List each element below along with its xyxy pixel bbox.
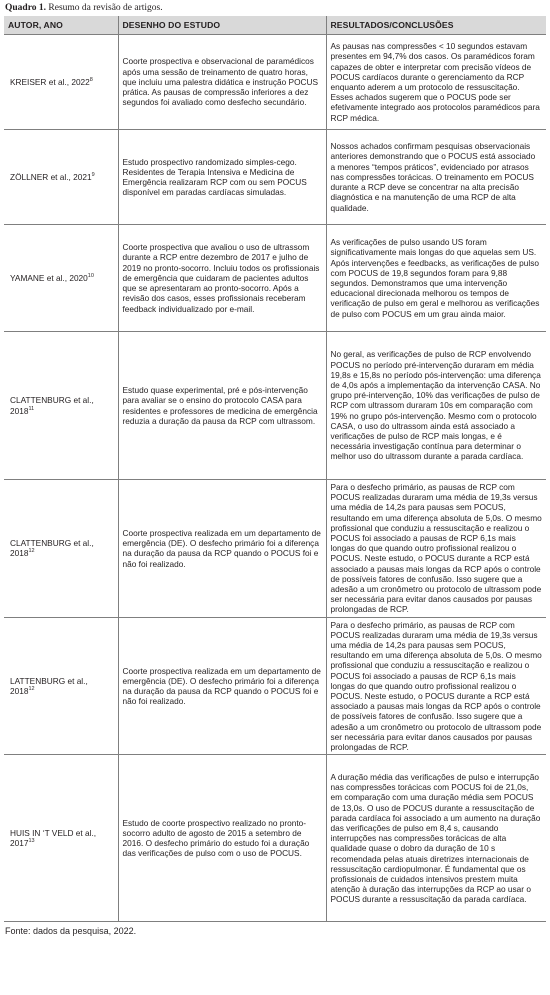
header-results: RESULTADOS/CONCLUSÕES bbox=[326, 16, 546, 35]
design-cell: Coorte prospectiva realizada em um departamento de emergência (DE). O desfecho primário foi a diferença na duração da pausa da RCP quando o POCUS foi e não foi realizado. bbox=[118, 480, 326, 618]
design-cell: Estudo quase experimental, pré e pós-intervenção para avaliar se o ensino do protocolo CASA para residentes e professores de medicina de emergência reduzia a duração da pausa da RCP com ultrassom. bbox=[118, 332, 326, 480]
design-cell: Coorte prospectiva que avaliou o uso de ultrassom durante a RCP entre dezembro de 2017 e julho de 2019 no pronto-socorro. Incluiu todos os profissionais de emergência que cuidaram de pacientes adultos que se apresentaram ao pronto-socorro. Após a revisão dos casos, esses profissionais receberam feedback individualizado por e-mail. bbox=[118, 225, 326, 332]
header-design: DESENHO DO ESTUDO bbox=[118, 16, 326, 35]
caption-label: Quadro 1. bbox=[5, 3, 47, 13]
reference-number: 8 bbox=[89, 77, 93, 84]
reference-number: 11 bbox=[28, 405, 35, 412]
author-cell bbox=[4, 225, 118, 332]
source-note: Fonte: dados da pesquisa, 2022. bbox=[5, 926, 137, 937]
author-name: YAMANE et al., 2020 bbox=[10, 272, 88, 283]
author-cell bbox=[4, 480, 118, 618]
table-row bbox=[4, 225, 546, 332]
reference-number: 12 bbox=[28, 548, 35, 555]
header-author: AUTOR, ANO bbox=[4, 16, 118, 35]
reference-number: 10 bbox=[87, 273, 94, 280]
author-name: CLATTENBURG et al., 2018 bbox=[10, 538, 94, 559]
header-row bbox=[4, 16, 546, 35]
author-cell bbox=[4, 332, 118, 480]
results-cell: Nossos achados confirmam pesquisas observacionais anteriores demonstrando que o POCUS está associado a menores “tempos práticos”, evidenciado por atrasos nas compressões torácicas. O treinamento em POCUS durante a RCP deve se concentrar na alta precisão diagnóstica e na manutenção de uma RCP de alta qualidade. bbox=[326, 130, 546, 225]
design-cell: Coorte prospectiva e observacional de paramédicos após uma sessão de treinamento de quatro horas, que incluiu uma palestra didática e instrução POCUS prática. As pausas de compressão inferiores a dez segundos foi avaliado como desfecho secundário. bbox=[118, 35, 326, 130]
results-cell: As pausas nas compressões < 10 segundos estavam presentes em 94,7% dos casos. Os paramédicos foram capazes de obter e interpretar com precisão vídeos de POCUS cardíacos durante o gerenciamento da RCP enquanto aderem a um protocolo de ressuscitação. Esses achados sugerem que o POCUS pode ser efetivamente integrado aos protocolos paramédicos para RCP médica. bbox=[326, 35, 546, 130]
author-cell bbox=[4, 755, 118, 922]
author-name: LATTENBURG et al., 2018 bbox=[10, 675, 88, 696]
design-cell: Estudo prospectivo randomizado simples-cego. Residentes de Terapia Intensiva e Medicina de Emergência realizaram RCP com ou sem POCUS disponível em paradas cardíacas simuladas. bbox=[118, 130, 326, 225]
author-cell bbox=[4, 35, 118, 130]
results-cell: A duração média das verificações de pulso e interrupção nas compressões torácicas com POCUS foi de 21,0s, em comparação com uma duração média sem POCUS de 13,0s. O uso de POCUS durante a ressuscitação de parada cardíaca foi associado a um aumento na duração das verificações de pulso em 8,4 s, causando interrupções nas compressões torácicas de alta qualidade quase o dobro da duração de 10 s recomendada pelas atuais diretrizes internacionais de ressuscitação cardiopulmonar. É fundamental que os profissionais de cuidados intensivos prestem muita atenção à duração das interrupções da RCP ao usar o POCUS durante a ressuscitação da parada cardíaca. bbox=[326, 755, 546, 922]
table-caption bbox=[5, 2, 546, 14]
table-row bbox=[4, 617, 546, 755]
table-row bbox=[4, 332, 546, 480]
table-row bbox=[4, 35, 546, 130]
author-name: CLATTENBURG et al., 2018 bbox=[10, 395, 94, 416]
author-name: KREISER et al., 2022 bbox=[10, 76, 90, 87]
review-table bbox=[4, 16, 546, 922]
author-cell bbox=[4, 617, 118, 755]
reference-number: 9 bbox=[91, 172, 95, 179]
design-cell: Estudo de coorte prospectivo realizado no pronto-socorro adulto de agosto de 2015 a setembro de 2016. O desfecho primário do estudo foi a duração das verificações de pulso com o uso de POCUS. bbox=[118, 755, 326, 922]
results-cell: As verificações de pulso usando US foram significativamente mais longas do que aquelas sem US. Após intervenções e feedbacks, as verificações de pulso com POCUS de 19,8 segundos foram para 9,88 segundos. Demonstramos que uma intervenção educacional direcionada melhorou os tempos de verificação de pulso em geral e melhorou as verificações de pulso com POCUS em um grau ainda maior. bbox=[326, 225, 546, 332]
design-cell: Coorte prospectiva realizada em um departamento de emergência (DE). O desfecho primário foi a diferença na duração da pausa da RCP quando o POCUS foi e não foi realizado. bbox=[118, 617, 326, 755]
author-cell bbox=[4, 130, 118, 225]
results-cell: Para o desfecho primário, as pausas de RCP com POCUS realizadas duraram uma média de 19,3s versus uma média de 14,2s para pausas sem POCUS, resultando em uma diferença absoluta de 5,0s. O mesmo profissional que conduziu a ressuscitação e realizou o POCUS foi associado a pausas de RCP 6,1s mais longas do que quando outro profissional realizou o POCUS. Neste estudo, o POCUS durante a RCP está associado a pausas mais longas da RCP após o controle de possíveis fatores de confusão. Isso sugere que a adesão a um cronômetro ou protocolo de ultrassom pode ser necessária para evitar danos causados por pausas prolongadas de RCP. bbox=[326, 617, 546, 755]
results-cell: No geral, as verificações de pulso de RCP envolvendo POCUS no período pré-intervenção duraram em média 19,8s e 15,8s no período pós-intervenção: uma diferença de 4,0s após a implementação da intervenção CASA. No grupo pré-intervenção, 10% das verificações de pulso de RCP com ultrassom duraram 10s em comparação com 19% no grupo pós-intervenção. Mesmo com o protocolo CASA, o uso do ultrassom ainda está associado a verificações de pulso de RCP mais longas, e é necessária investigação contínua para determinar o melhor uso do ultrassom durante a parada cardíaca. bbox=[326, 332, 546, 480]
table-row bbox=[4, 130, 546, 225]
results-cell: Para o desfecho primário, as pausas de RCP com POCUS realizadas duraram uma média de 19,3s versus uma média de 14,2s para pausas sem POCUS, resultando em uma diferença absoluta de 5,0s. O mesmo profissional que conduziu a ressuscitação e realizou o POCUS foi associado a pausas de RCP 6,1s mais longas do que quando outro profissional realizou o POCUS. Neste estudo, o POCUS durante a RCP está associado a pausas mais longas da RCP após o controle de possíveis fatores de confusão. Isso sugere que a adesão a um cronômetro ou protocolo de ultrassom pode ser necessária para evitar danos causados por pausas prolongadas de RCP. bbox=[326, 480, 546, 618]
author-name: ZÖLLNER et al., 2021 bbox=[10, 171, 92, 182]
table-row bbox=[4, 755, 546, 922]
author-name: HUIS IN ‘T VELD et al., 2017 bbox=[10, 828, 97, 849]
reference-number: 13 bbox=[28, 838, 35, 845]
caption-text: Resumo da revisão de artigos. bbox=[46, 3, 163, 13]
table-row bbox=[4, 480, 546, 618]
reference-number: 12 bbox=[28, 686, 35, 693]
